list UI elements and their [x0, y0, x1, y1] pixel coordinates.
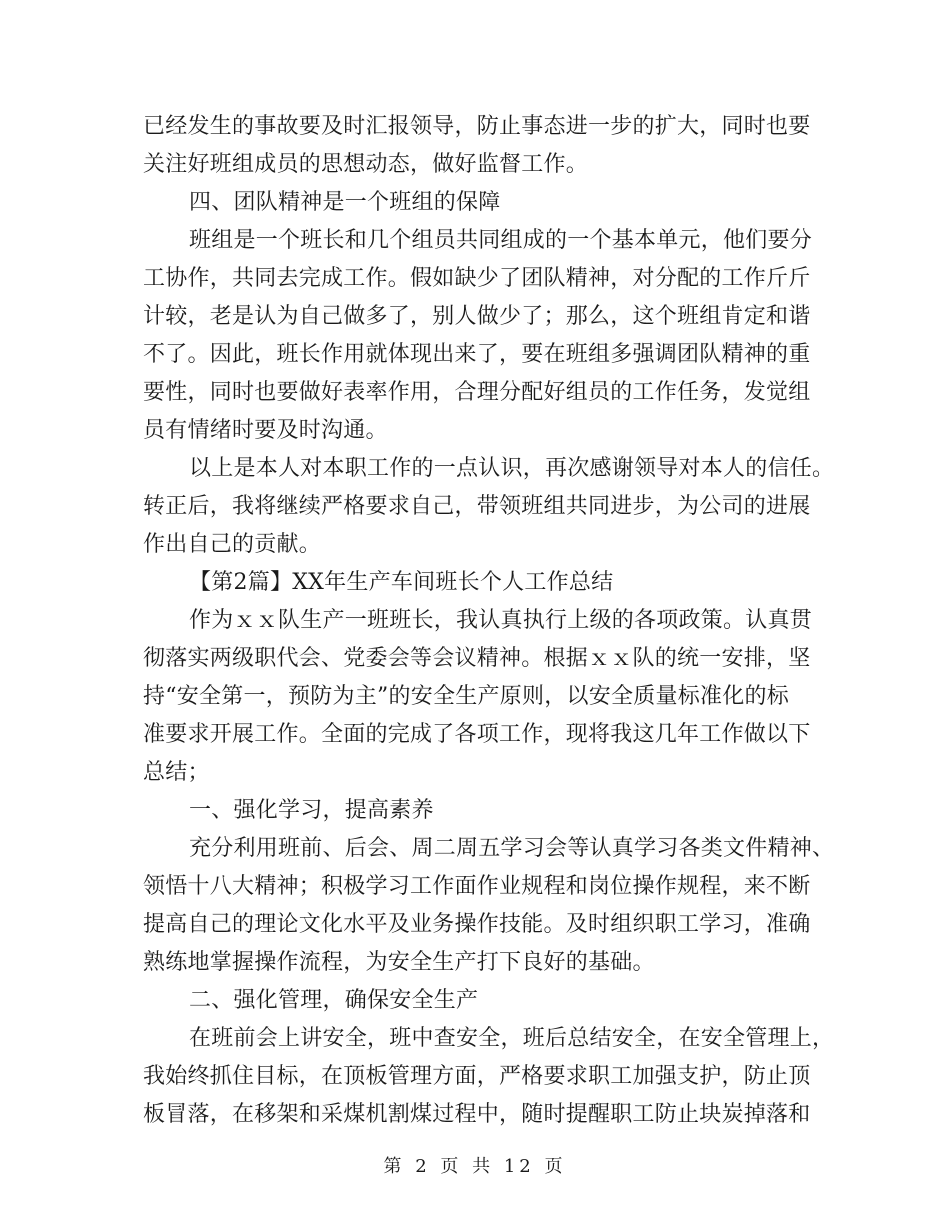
page-footer: 第 2 页 共 12 页: [383, 1156, 567, 1177]
text-line: 持“安全第一，预防为主”的安全生产原则，以安全质量标准化的标: [143, 684, 789, 709]
text-line: 四、团队精神是一个班组的保障: [189, 190, 501, 215]
text-line: 【第2篇】XX年生产车间班长个人工作总结: [189, 570, 614, 595]
text-line: 计较，老是认为自己做多了，别人做少了；那么，这个班组肯定和谐: [143, 304, 811, 329]
text-line: 转正后，我将继续严格要求自己，带领班组共同进步，为公司的进展: [143, 494, 811, 519]
text-line: 要性，同时也要做好表率作用，合理分配好组员的工作任务，发觉组: [143, 380, 811, 405]
text-line: 充分利用班前、后会、周二周五学习会等认真学习各类文件精神、: [189, 836, 835, 861]
text-line: 在班前会上讲安全，班中查安全，班后总结安全，在安全管理上，: [189, 1026, 835, 1051]
text-line: 领悟十八大精神；积极学习工作面作业规程和岗位操作规程，来不断: [143, 874, 811, 899]
text-line: 员有情绪时要及时沟通。: [143, 418, 388, 443]
text-line: 已经发生的事故要及时汇报领导，防止事态进一步的扩大，同时也要: [143, 114, 811, 139]
text-line: 以上是本人对本职工作的一点认识，再次感谢领导对本人的信任。: [189, 456, 835, 481]
text-line: 二、强化管理，确保安全生产: [189, 988, 479, 1013]
body-text: [143, 108, 835, 1134]
text-line: 提高自己的理论文化水平及业务操作技能。及时组织职工学习，准确: [143, 912, 811, 937]
text-line: 关注好班组成员的思想动态，做好监督工作。: [143, 152, 589, 177]
text-line: 彻落实两级职代会、党委会等会议精神。根据ｘｘ队的统一安排，坚: [143, 646, 811, 671]
text-line: 作为ｘｘ队生产一班班长，我认真执行上级的各项政策。认真贯: [189, 608, 813, 633]
text-line: 熟练地掌握操作流程，为安全生产打下良好的基础。: [143, 950, 655, 975]
text-line: 班组是一个班长和几个组员共同组成的一个基本单元，他们要分: [189, 228, 813, 253]
text-line: 我始终抓住目标，在顶板管理方面，严格要求职工加强支护，防止顶: [143, 1064, 811, 1089]
text-line: 板冒落，在移架和采煤机割煤过程中，随时提醒职工防止块炭掉落和: [143, 1102, 811, 1127]
text-line: 作出自己的贡献。: [143, 532, 322, 557]
text-line: 准要求开展工作。全面的完成了各项工作，现将我这几年工作做以下: [143, 722, 811, 747]
text-line: 不了。因此，班长作用就体现出来了，要在班组多强调团队精神的重: [143, 342, 811, 367]
text-line: 总结；: [143, 760, 210, 785]
text-line: 工协作，共同去完成工作。假如缺少了团队精神，对分配的工作斤斤: [143, 266, 811, 291]
text-line: 一、强化学习，提高素养: [189, 798, 434, 823]
